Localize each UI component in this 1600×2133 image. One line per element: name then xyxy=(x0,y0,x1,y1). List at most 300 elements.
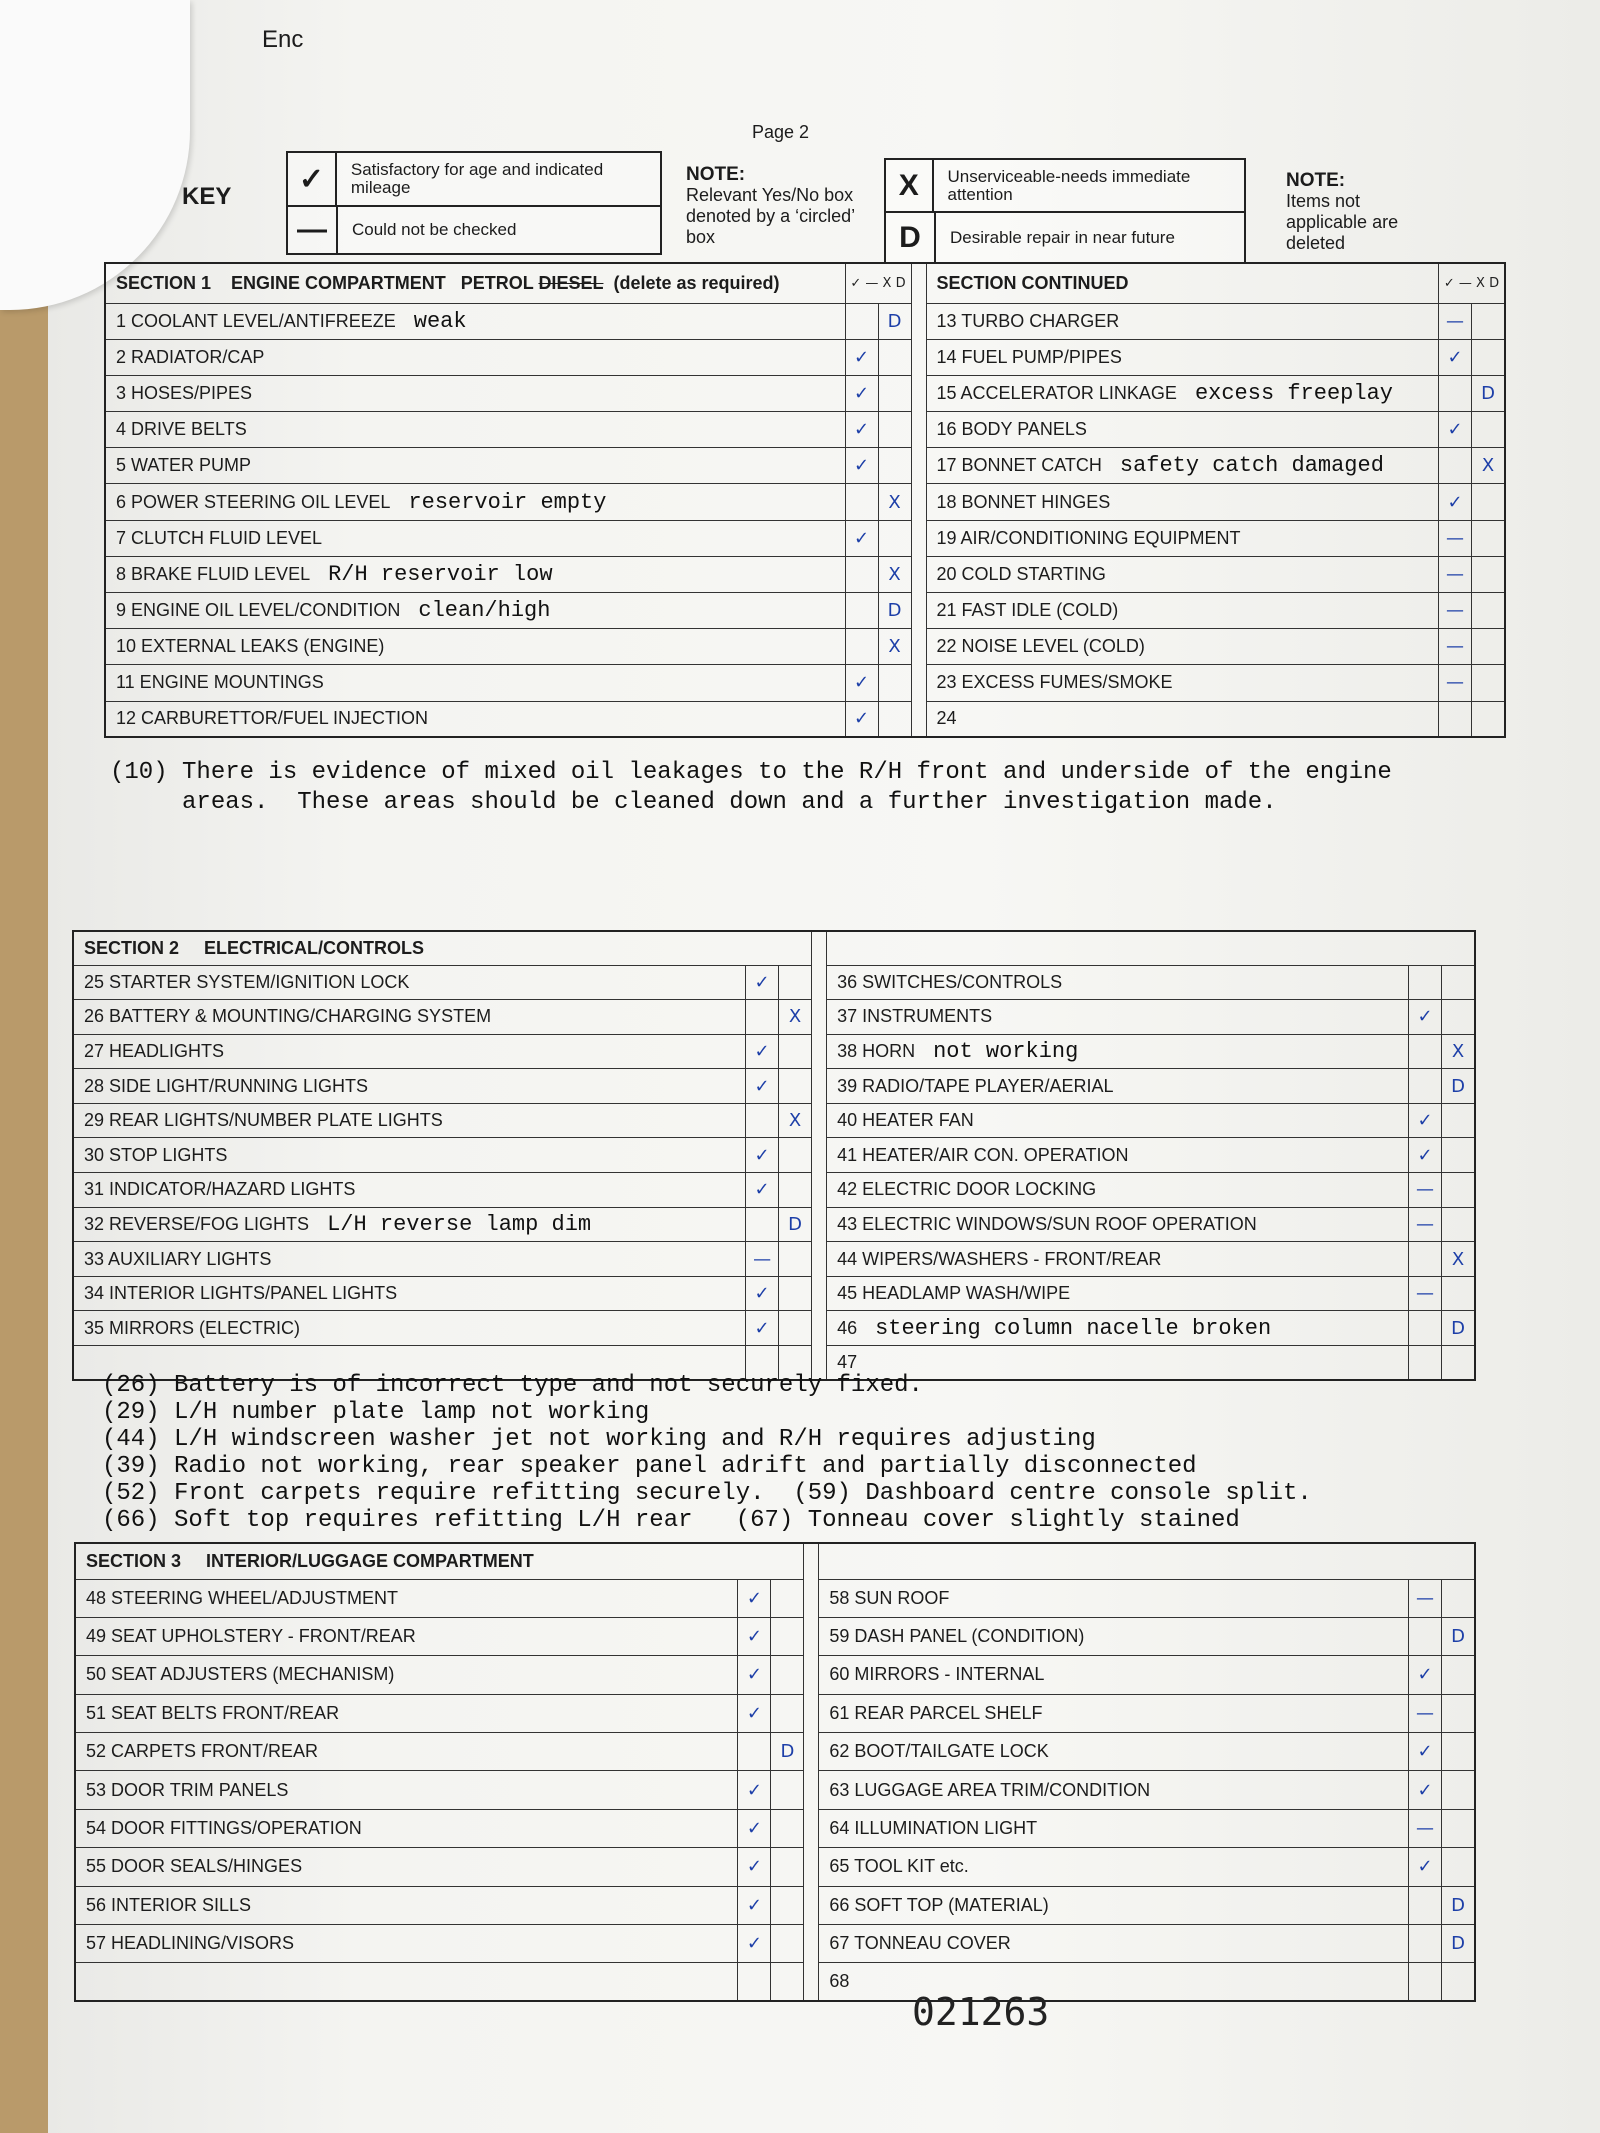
checklist-item xyxy=(819,1963,1409,2001)
check-mark-cell xyxy=(1442,1579,1476,1617)
check-mark-cell xyxy=(1409,1242,1442,1277)
page-number: Page 2 xyxy=(752,122,810,142)
check-mark-cell xyxy=(771,1579,804,1617)
section-continued: SECTION CONTINUED xyxy=(926,263,1439,303)
table-row xyxy=(73,1103,1475,1138)
check-mark-cell xyxy=(1442,1733,1476,1771)
handwritten-note: R/H reservoir low xyxy=(328,561,553,587)
check-mark-cell xyxy=(1442,1103,1476,1138)
checklist-item xyxy=(105,629,845,665)
check-mark: — xyxy=(1409,1809,1442,1847)
check-mark: ✓ xyxy=(738,1694,771,1732)
table-row xyxy=(73,1207,1475,1242)
check-mark: X xyxy=(878,629,911,665)
key-text: Satisfactory for age and indicated mileage xyxy=(350,160,604,197)
item-label: 38 HORN xyxy=(837,1040,916,1061)
checklist-item xyxy=(819,1694,1409,1732)
key-row-desirable xyxy=(886,213,1244,262)
checklist-item xyxy=(105,412,845,448)
check-mark-cell xyxy=(845,593,878,629)
table-row xyxy=(105,629,1505,665)
section-3-header xyxy=(75,1543,1475,1579)
check-mark: D xyxy=(771,1733,804,1771)
section-number: SECTION 1 xyxy=(116,272,212,293)
checklist-item xyxy=(73,1276,746,1311)
checklist-item xyxy=(819,1809,1409,1847)
checklist-item xyxy=(75,1733,738,1771)
table-row xyxy=(75,1848,1475,1886)
item-label: 65 TOOL KIT etc. xyxy=(829,1856,969,1877)
check-mark: ✓ xyxy=(738,1771,771,1809)
item-label: 43 ELECTRIC WINDOWS/SUN ROOF OPERATION xyxy=(837,1213,1257,1234)
check-mark: ✓ xyxy=(845,701,878,737)
dash-icon: — xyxy=(288,207,338,253)
check-mark: X xyxy=(1472,448,1506,484)
checklist-item xyxy=(926,484,1439,520)
section-1-header-left xyxy=(105,263,845,303)
check-mark-cell xyxy=(1472,701,1506,737)
table-row xyxy=(105,556,1505,592)
checklist-item xyxy=(105,556,845,592)
item-label: 44 WIPERS/WASHERS - FRONT/REAR xyxy=(837,1248,1162,1269)
note-items xyxy=(1286,170,1426,254)
check-mark: ✓ xyxy=(845,520,878,556)
check-mark-cell xyxy=(1409,1034,1442,1069)
item-label: 45 HEADLAMP WASH/WIPE xyxy=(837,1283,1071,1304)
header-spacer xyxy=(827,931,1475,965)
item-label: 52 CARPETS FRONT/REAR xyxy=(86,1741,319,1762)
table-row xyxy=(73,1242,1475,1277)
gutter xyxy=(911,339,926,375)
item-label: 5 WATER PUMP xyxy=(116,455,252,476)
item-label: 61 REAR PARCEL SHELF xyxy=(829,1702,1043,1723)
check-mark: ✓ xyxy=(845,339,878,375)
check-mark: ✓ xyxy=(738,1925,771,1963)
key-row-not-checked xyxy=(288,207,660,253)
item-label: 26 BATTERY & MOUNTING/CHARGING SYSTEM xyxy=(84,1006,492,1027)
checklist-item xyxy=(926,520,1439,556)
handwritten-note: reservoir empty xyxy=(408,489,607,515)
check-mark-cell xyxy=(1472,339,1506,375)
handwritten-note: not working xyxy=(933,1038,1079,1064)
check-mark-cell xyxy=(1472,665,1506,701)
checklist-item xyxy=(75,1963,738,2001)
item-label: 46 xyxy=(837,1317,858,1338)
check-mark: D xyxy=(1442,1886,1476,1924)
check-mark: ✓ xyxy=(1439,412,1472,448)
checklist-item xyxy=(105,701,845,737)
check-mark-cell xyxy=(1442,965,1476,1000)
gutter xyxy=(812,1034,827,1069)
table-row xyxy=(75,1771,1475,1809)
checklist-item xyxy=(73,1034,746,1069)
item-label: 42 ELECTRIC DOOR LOCKING xyxy=(837,1179,1097,1200)
gutter xyxy=(804,1579,819,1617)
checklist-item xyxy=(827,1173,1409,1208)
checklist-item xyxy=(827,965,1409,1000)
check-mark xyxy=(1409,1963,1442,2001)
checklist-item xyxy=(819,1656,1409,1694)
checklist-item xyxy=(926,701,1439,737)
gutter xyxy=(804,1771,819,1809)
gutter xyxy=(804,1543,819,1579)
table-row xyxy=(75,1809,1475,1847)
check-mark-cell xyxy=(1409,1311,1442,1346)
handwritten-note: clean/high xyxy=(418,598,551,624)
check-mark-cell xyxy=(771,1809,804,1847)
check-mark: ✓ xyxy=(746,1173,779,1208)
check-mark: X xyxy=(779,1103,812,1138)
check-mark-cell xyxy=(771,1886,804,1924)
check-mark-cell xyxy=(1442,1809,1476,1847)
check-mark-cell xyxy=(1472,520,1506,556)
checklist-item xyxy=(73,965,746,1000)
check-mark-cell xyxy=(1442,1694,1476,1732)
gutter xyxy=(812,1311,827,1346)
check-mark-cell xyxy=(878,520,911,556)
checklist-item xyxy=(827,1069,1409,1104)
gutter xyxy=(812,1207,827,1242)
item-label: 10 EXTERNAL LEAKS (ENGINE) xyxy=(116,636,385,657)
gutter xyxy=(804,1925,819,1963)
handwritten-note: steering column nacelle broken xyxy=(875,1315,1272,1341)
table-row xyxy=(73,1276,1475,1311)
key-text: Could not be checked xyxy=(352,220,517,239)
check-mark: D xyxy=(1442,1069,1476,1104)
gutter xyxy=(911,665,926,701)
note-text: Items not applicable are deleted xyxy=(1286,191,1399,253)
item-label: 47 xyxy=(837,1352,858,1373)
key-box-left xyxy=(286,151,662,255)
key-text: Unserviceable-needs immediate attention xyxy=(947,166,1191,204)
check-mark: ✓ xyxy=(746,1034,779,1069)
check-mark: — xyxy=(1439,556,1472,592)
check-mark-cell xyxy=(878,375,911,411)
gutter xyxy=(812,1138,827,1173)
check-mark: D xyxy=(1472,375,1506,411)
check-mark-cell xyxy=(1472,484,1506,520)
check-mark: X xyxy=(1442,1034,1476,1069)
check-mark-cell xyxy=(779,1034,812,1069)
check-mark-cell xyxy=(1439,448,1472,484)
gutter xyxy=(812,931,827,965)
check-mark: ✓ xyxy=(1439,484,1472,520)
check-mark: ✓ xyxy=(738,1617,771,1655)
check-mark-cell xyxy=(1409,1617,1442,1655)
checklist-item xyxy=(827,1138,1409,1173)
check-mark: D xyxy=(878,593,911,629)
checklist-item xyxy=(926,448,1439,484)
check-mark-cell xyxy=(1442,1656,1476,1694)
check-mark-cell xyxy=(771,1771,804,1809)
serial-number: 021263 xyxy=(912,1990,1050,2034)
section-2-comments: (26) Battery is of incorrect type and not securely fixed. (29) L/H number plate lamp not working (44) L/H windscreen washer jet not working and R/H requires adjusting (39) Radio not working, rear speaker panel adrift and partially disconnected (52) Front carpets require refitting securely. (59) Dashboard centre console split. (66) Soft top requires refitting L/H rear (67) Tonneau cover slightly stained xyxy=(102,1372,1312,1534)
check-mark-cell xyxy=(746,1103,779,1138)
checklist-item xyxy=(819,1733,1409,1771)
item-label: 11 ENGINE MOUNTINGS xyxy=(116,672,324,693)
item-label: 19 AIR/CONDITIONING EQUIPMENT xyxy=(936,527,1241,548)
check-mark: — xyxy=(1409,1276,1442,1311)
check-mark-cell xyxy=(1442,1207,1476,1242)
item-label: 62 BOOT/TAILGATE LOCK xyxy=(829,1741,1049,1762)
checklist-item xyxy=(75,1617,738,1655)
gutter xyxy=(911,263,926,303)
table-row xyxy=(75,1886,1475,1924)
section-1-table xyxy=(104,262,1506,738)
check-mark: — xyxy=(1439,593,1472,629)
check-mark-cell xyxy=(1442,1346,1476,1381)
checklist-item xyxy=(827,1242,1409,1277)
checklist-item xyxy=(819,1848,1409,1886)
gutter xyxy=(812,965,827,1000)
check-mark: X xyxy=(779,1000,812,1035)
check-mark-cell xyxy=(878,448,911,484)
gutter xyxy=(812,1276,827,1311)
check-mark: ✓ xyxy=(1409,1771,1442,1809)
section-3-header-left xyxy=(75,1543,804,1579)
section-1-header xyxy=(105,263,1505,303)
enc-label: Enc xyxy=(262,26,304,53)
item-label: 51 SEAT BELTS FRONT/REAR xyxy=(86,1702,340,1723)
check-mark-cell xyxy=(878,701,911,737)
item-label: 49 SEAT UPHOLSTERY - FRONT/REAR xyxy=(86,1626,416,1647)
check-mark-cell xyxy=(746,1000,779,1035)
table-row xyxy=(75,1579,1475,1617)
handwritten-note: L/H reverse lamp dim xyxy=(327,1211,592,1237)
checklist-item xyxy=(73,1138,746,1173)
table-row xyxy=(73,965,1475,1000)
item-label: 57 HEADLINING/VISORS xyxy=(86,1933,295,1954)
check-mark-cell xyxy=(1409,1886,1442,1924)
item-label: 25 STARTER SYSTEM/IGNITION LOCK xyxy=(84,971,410,992)
item-label: 56 INTERIOR SILLS xyxy=(86,1894,252,1915)
check-mark: D xyxy=(779,1207,812,1242)
diesel-label: DIESEL xyxy=(538,272,604,293)
check-mark-cell xyxy=(771,1694,804,1732)
key-label: KEY xyxy=(182,183,232,210)
item-label: 36 SWITCHES/CONTROLS xyxy=(837,971,1063,992)
checklist-item xyxy=(827,1034,1409,1069)
gutter xyxy=(812,1103,827,1138)
section-2-header-left xyxy=(73,931,812,965)
checklist-item xyxy=(75,1809,738,1847)
gutter xyxy=(804,1848,819,1886)
d-icon: D xyxy=(886,213,936,262)
table-row xyxy=(105,701,1505,737)
check-mark: X xyxy=(1442,1242,1476,1277)
item-label: 6 POWER STEERING OIL LEVEL xyxy=(116,491,391,512)
gutter xyxy=(911,448,926,484)
section-3-table xyxy=(74,1542,1476,2002)
check-mark-cell xyxy=(845,484,878,520)
item-label: 67 TONNEAU COVER xyxy=(829,1933,1011,1954)
check-mark: D xyxy=(1442,1925,1476,1963)
check-mark-cell xyxy=(1472,556,1506,592)
item-label: 14 FUEL PUMP/PIPES xyxy=(936,346,1122,367)
section-2-header xyxy=(73,931,1475,965)
check-mark-cell xyxy=(1442,1276,1476,1311)
check-mark: ✓ xyxy=(1409,1103,1442,1138)
checklist-item xyxy=(73,1173,746,1208)
gutter xyxy=(911,303,926,339)
table-row xyxy=(75,1694,1475,1732)
check-mark-cell xyxy=(845,303,878,339)
check-mark: ✓ xyxy=(746,965,779,1000)
checklist-item xyxy=(926,303,1439,339)
key-row-satisfactory xyxy=(288,153,660,207)
table-row xyxy=(73,1138,1475,1173)
check-mark: ✓ xyxy=(738,1579,771,1617)
note-text: Relevant Yes/No box denoted by a ‘circled’ box xyxy=(686,185,855,247)
item-label: 60 MIRRORS - INTERNAL xyxy=(829,1664,1045,1685)
table-row xyxy=(73,1034,1475,1069)
gutter xyxy=(911,520,926,556)
table-row xyxy=(105,412,1505,448)
gutter xyxy=(804,1617,819,1655)
item-label: 22 NOISE LEVEL (COLD) xyxy=(936,636,1145,657)
check-mark-cell xyxy=(746,1207,779,1242)
table-row xyxy=(73,1000,1475,1035)
item-label: 15 ACCELERATOR LINKAGE xyxy=(936,382,1177,403)
item-label: 4 DRIVE BELTS xyxy=(116,419,247,440)
check-mark: ✓ xyxy=(845,665,878,701)
handwritten-note: excess freeplay xyxy=(1194,380,1393,406)
section-number: SECTION 3 xyxy=(86,1550,182,1571)
item-label: 17 BONNET CATCH xyxy=(936,455,1102,476)
check-mark: — xyxy=(1409,1694,1442,1732)
check-mark: — xyxy=(1409,1207,1442,1242)
check-mark: ✓ xyxy=(1409,1000,1442,1035)
check-mark-cell xyxy=(1409,1069,1442,1104)
checklist-item xyxy=(105,484,845,520)
item-label: 37 INSTRUMENTS xyxy=(837,1006,993,1027)
check-mark xyxy=(1439,701,1472,737)
checklist-item xyxy=(926,412,1439,448)
checklist-item xyxy=(75,1579,738,1617)
check-mark: ✓ xyxy=(746,1069,779,1104)
item-label: 48 STEERING WHEEL/ADJUSTMENT xyxy=(86,1587,399,1608)
checklist-item xyxy=(75,1771,738,1809)
check-mark-cell xyxy=(1442,1848,1476,1886)
item-label: 18 BONNET HINGES xyxy=(936,491,1111,512)
item-label: 54 DOOR FITTINGS/OPERATION xyxy=(86,1818,362,1839)
table-row xyxy=(75,1925,1475,1963)
handwritten-note: weak xyxy=(413,308,467,334)
item-label: 24 xyxy=(936,708,957,729)
check-mark-cell xyxy=(1442,1771,1476,1809)
checklist-item xyxy=(105,375,845,411)
item-label: 34 INTERIOR LIGHTS/PANEL LIGHTS xyxy=(84,1283,398,1304)
item-label: 33 AUXILIARY LIGHTS xyxy=(84,1248,272,1269)
checklist-item xyxy=(105,520,845,556)
checklist-item xyxy=(75,1925,738,1963)
check-mark: ✓ xyxy=(1409,1138,1442,1173)
check-mark: ✓ xyxy=(845,412,878,448)
check-mark: ✓ xyxy=(738,1656,771,1694)
check-mark: ✓ xyxy=(738,1886,771,1924)
item-label: 13 TURBO CHARGER xyxy=(936,310,1120,331)
gutter xyxy=(812,1173,827,1208)
key-row-unserviceable xyxy=(886,160,1244,213)
check-mark: — xyxy=(746,1242,779,1277)
table-row xyxy=(75,1656,1475,1694)
check-mark xyxy=(1409,1346,1442,1381)
check-mark-cell xyxy=(878,665,911,701)
check-mark: X xyxy=(878,484,911,520)
item-label: 9 ENGINE OIL LEVEL/CONDITION xyxy=(116,600,401,621)
table-row xyxy=(105,593,1505,629)
item-label: 53 DOOR TRIM PANELS xyxy=(86,1779,289,1800)
gutter xyxy=(804,1656,819,1694)
check-mark: — xyxy=(1439,665,1472,701)
key-text: Desirable repair in near future xyxy=(950,227,1175,247)
section-title: INTERIOR/LUGGAGE COMPARTMENT xyxy=(206,1550,534,1571)
checklist-item xyxy=(73,1000,746,1035)
checklist-item xyxy=(926,665,1439,701)
checklist-item xyxy=(819,1579,1409,1617)
check-mark-cell xyxy=(779,1173,812,1208)
check-mark-cell xyxy=(779,1069,812,1104)
note-title: NOTE: xyxy=(686,164,746,185)
mark-header: ✓ — X D xyxy=(1439,263,1506,303)
gutter xyxy=(911,629,926,665)
item-label: 31 INDICATOR/HAZARD LIGHTS xyxy=(84,1179,356,1200)
check-mark-cell xyxy=(1439,375,1472,411)
checklist-item xyxy=(75,1886,738,1924)
table-row xyxy=(105,339,1505,375)
check-mark-cell xyxy=(738,1733,771,1771)
x-icon: X xyxy=(886,160,934,211)
table-row xyxy=(75,1617,1475,1655)
checklist-item xyxy=(926,593,1439,629)
gutter xyxy=(911,556,926,592)
checklist-item xyxy=(105,448,845,484)
check-mark: — xyxy=(1439,303,1472,339)
check-mark xyxy=(1409,965,1442,1000)
checklist-item xyxy=(819,1771,1409,1809)
check-mark: X xyxy=(878,556,911,592)
section-3-rows xyxy=(75,1579,1475,2001)
checklist-item xyxy=(827,1103,1409,1138)
header-spacer xyxy=(819,1543,1475,1579)
check-mark: ✓ xyxy=(1439,339,1472,375)
check-mark: D xyxy=(1442,1311,1476,1346)
checklist-item xyxy=(105,665,845,701)
check-mark: D xyxy=(878,303,911,339)
checklist-item xyxy=(73,1069,746,1104)
gutter xyxy=(911,593,926,629)
gutter xyxy=(804,1963,819,2001)
checklist-item xyxy=(73,1103,746,1138)
item-label: 27 HEADLIGHTS xyxy=(84,1040,225,1061)
check-mark-cell xyxy=(1442,1138,1476,1173)
item-label: 58 SUN ROOF xyxy=(829,1587,950,1608)
check-mark-cell xyxy=(771,1925,804,1963)
item-label: 64 ILLUMINATION LIGHT xyxy=(829,1818,1038,1839)
note-title: NOTE: xyxy=(1286,170,1346,191)
gutter xyxy=(804,1694,819,1732)
checklist-item xyxy=(926,556,1439,592)
check-mark: ✓ xyxy=(845,375,878,411)
check-mark-cell xyxy=(779,1311,812,1346)
check-mark: — xyxy=(1409,1173,1442,1208)
table-row xyxy=(105,448,1505,484)
checklist-item xyxy=(819,1617,1409,1655)
check-mark-cell xyxy=(1472,593,1506,629)
check-mark: ✓ xyxy=(738,1848,771,1886)
check-mark: D xyxy=(1442,1617,1476,1655)
checklist-item xyxy=(73,1242,746,1277)
